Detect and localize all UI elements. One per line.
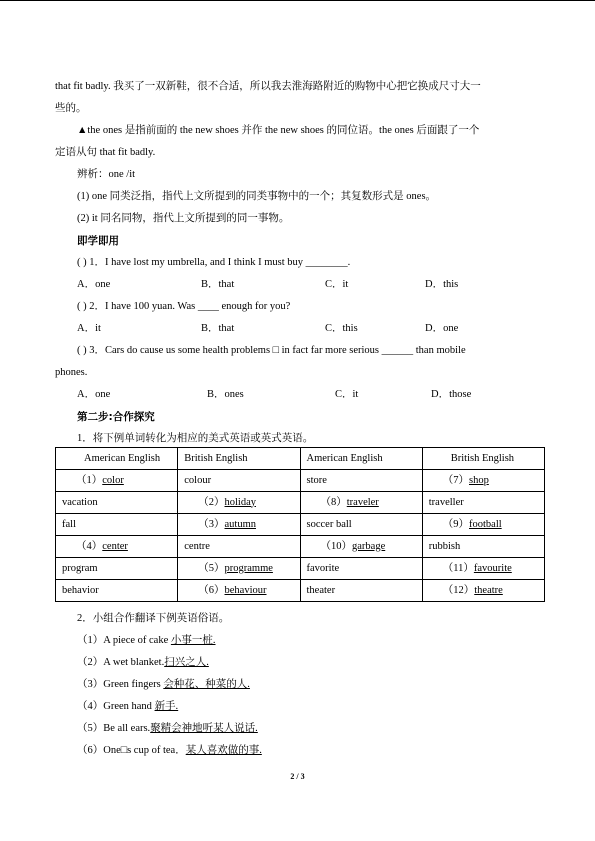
header-cell: British English	[422, 448, 544, 470]
table-cell: soccer ball	[300, 514, 422, 536]
table-header-row	[56, 448, 545, 470]
option-b: B．ones	[207, 389, 244, 400]
option-d: D．one	[425, 323, 459, 334]
note-line-1: ▲the ones 是指前面的 the new shoes 并作 the new shoes 的同位语。the ones 后面跟了一个	[77, 125, 480, 136]
table-cell: program	[56, 558, 178, 580]
table-cell: behavior	[56, 580, 178, 602]
analysis-label: 辨析：one /it	[77, 169, 136, 180]
idiom-text: （1）A piece of cake	[77, 635, 171, 646]
cell-answer: shop	[469, 474, 489, 486]
cell-answer: theatre	[474, 584, 503, 596]
table-cell	[422, 580, 544, 602]
option-c: C．this	[325, 323, 358, 334]
cell-answer: favourite	[473, 562, 512, 574]
question-1-stem: ( ) 1．I have lost my umbrella, and I think I must buy ________.	[77, 257, 351, 268]
question-3-stem: ( ) 3．Cars do cause us some health problems □ in fact far more serious ______ than mobile	[77, 345, 466, 356]
word-table	[55, 447, 545, 602]
intro-line-1: that fit badly. 我买了一双新鞋，很不合适，所以我去淮海路附近的购物中心把它换成尺寸大一	[55, 81, 481, 92]
cell-answer: color	[102, 474, 124, 486]
table-cell: rubbish	[422, 536, 544, 558]
option-a: A．it	[77, 323, 101, 334]
practice-heading: 即学即用	[77, 235, 119, 247]
idiom-text: （6）One□s cup of tea．	[77, 745, 186, 756]
table-row	[56, 492, 545, 514]
cell-answer: holiday	[224, 496, 256, 508]
table-row	[56, 536, 545, 558]
table-cell	[56, 536, 178, 558]
cell-number: （11）	[442, 562, 474, 574]
cell-number: （10）	[320, 540, 352, 552]
option-b: B．that	[201, 279, 235, 290]
page-number: 2 / 3	[290, 772, 305, 781]
option-a: A．one	[77, 389, 111, 400]
header-cell: British English	[178, 448, 300, 470]
idiom-item	[77, 656, 209, 670]
table-cell	[422, 470, 544, 492]
cell-answer: programme	[224, 562, 273, 574]
table-cell	[178, 492, 300, 514]
cell-number: （7）	[442, 474, 469, 486]
note-line-2: 定语从句 that fit badly.	[55, 147, 156, 158]
option-c: C．it	[335, 389, 359, 400]
table-cell: favorite	[300, 558, 422, 580]
question-2-stem: ( ) 2．I have 100 yuan. Was ____ enough for you?	[77, 301, 291, 312]
idiom-text: （3）Green fingers	[77, 679, 164, 690]
idiom-item	[77, 744, 262, 758]
table-cell: colour	[178, 470, 300, 492]
question-2-options	[77, 322, 547, 336]
cell-answer: center	[102, 540, 128, 552]
option-a: A．one	[77, 279, 111, 290]
table-cell	[300, 536, 422, 558]
cell-answer: autumn	[224, 518, 256, 530]
table-cell	[178, 580, 300, 602]
point-it: (2) it 同名同物，指代上文所提到的同一事物。	[77, 213, 290, 224]
cell-answer: garbage	[352, 540, 386, 552]
question-1-options	[77, 278, 547, 292]
table-row	[56, 558, 545, 580]
table-cell: centre	[178, 536, 300, 558]
option-d: D．this	[425, 279, 459, 290]
idiom-item	[77, 700, 178, 714]
table-cell	[56, 470, 178, 492]
idiom-answer: 新手.	[154, 701, 179, 712]
table-cell	[422, 558, 544, 580]
table-cell	[300, 492, 422, 514]
table-cell: fall	[56, 514, 178, 536]
question-3-stem-cont: phones.	[55, 367, 88, 378]
table-cell: theater	[300, 580, 422, 602]
idiom-answer: 扫兴之人.	[164, 657, 209, 668]
table-row	[56, 514, 545, 536]
idiom-text: （5）Be all ears.	[77, 723, 151, 734]
cell-number: （2）	[198, 496, 225, 508]
cell-number: （4）	[76, 540, 103, 552]
cell-number: （3）	[198, 518, 225, 530]
idiom-text: （4）Green hand	[77, 701, 155, 712]
cell-answer: behaviour	[224, 584, 267, 596]
idiom-item	[77, 634, 216, 648]
point-one: (1) one 同类泛指，指代上文所提到的同类事物中的一个；其复数形式是 ones。	[77, 191, 437, 202]
cell-number: （9）	[442, 518, 469, 530]
cell-answer: football	[469, 518, 502, 530]
cell-number: （1）	[76, 474, 103, 486]
option-b: B．that	[201, 323, 235, 334]
option-d: D．those	[431, 389, 472, 400]
cell-number: （6）	[198, 584, 225, 596]
header-cell: American English	[300, 448, 422, 470]
table-cell	[178, 558, 300, 580]
idiom-item	[77, 678, 250, 692]
cell-number: （12）	[442, 584, 475, 596]
cell-number: （5）	[198, 562, 225, 574]
idiom-answer: 会种花、种菜的人.	[163, 679, 250, 690]
idiom-item	[77, 722, 258, 736]
top-rule	[0, 0, 595, 1]
table-cell: traveller	[422, 492, 544, 514]
table-cell	[178, 514, 300, 536]
question-3-options	[77, 388, 547, 402]
cell-number: （8）	[320, 496, 347, 508]
task-1-instruction: 1．将下例单词转化为相应的美式英语或英式英语。	[77, 433, 314, 444]
table-cell: vacation	[56, 492, 178, 514]
cell-answer: traveler	[346, 496, 379, 508]
option-c: C．it	[325, 279, 349, 290]
step2-heading: 第二步:合作探究	[77, 411, 155, 423]
idiom-answer: 聚精会神地听某人说话.	[150, 723, 258, 734]
task-2-instruction: 2．小组合作翻译下例英语俗语。	[77, 613, 230, 624]
table-row	[56, 580, 545, 602]
table-cell: store	[300, 470, 422, 492]
table-row	[56, 470, 545, 492]
intro-line-2: 些的。	[55, 103, 87, 114]
header-cell: American English	[56, 448, 178, 470]
idiom-answer: 小事一桩.	[170, 635, 216, 646]
table-cell	[422, 514, 544, 536]
idiom-answer: 某人喜欢做的事.	[185, 745, 262, 756]
idiom-text: （2）A wet blanket.	[77, 657, 165, 668]
